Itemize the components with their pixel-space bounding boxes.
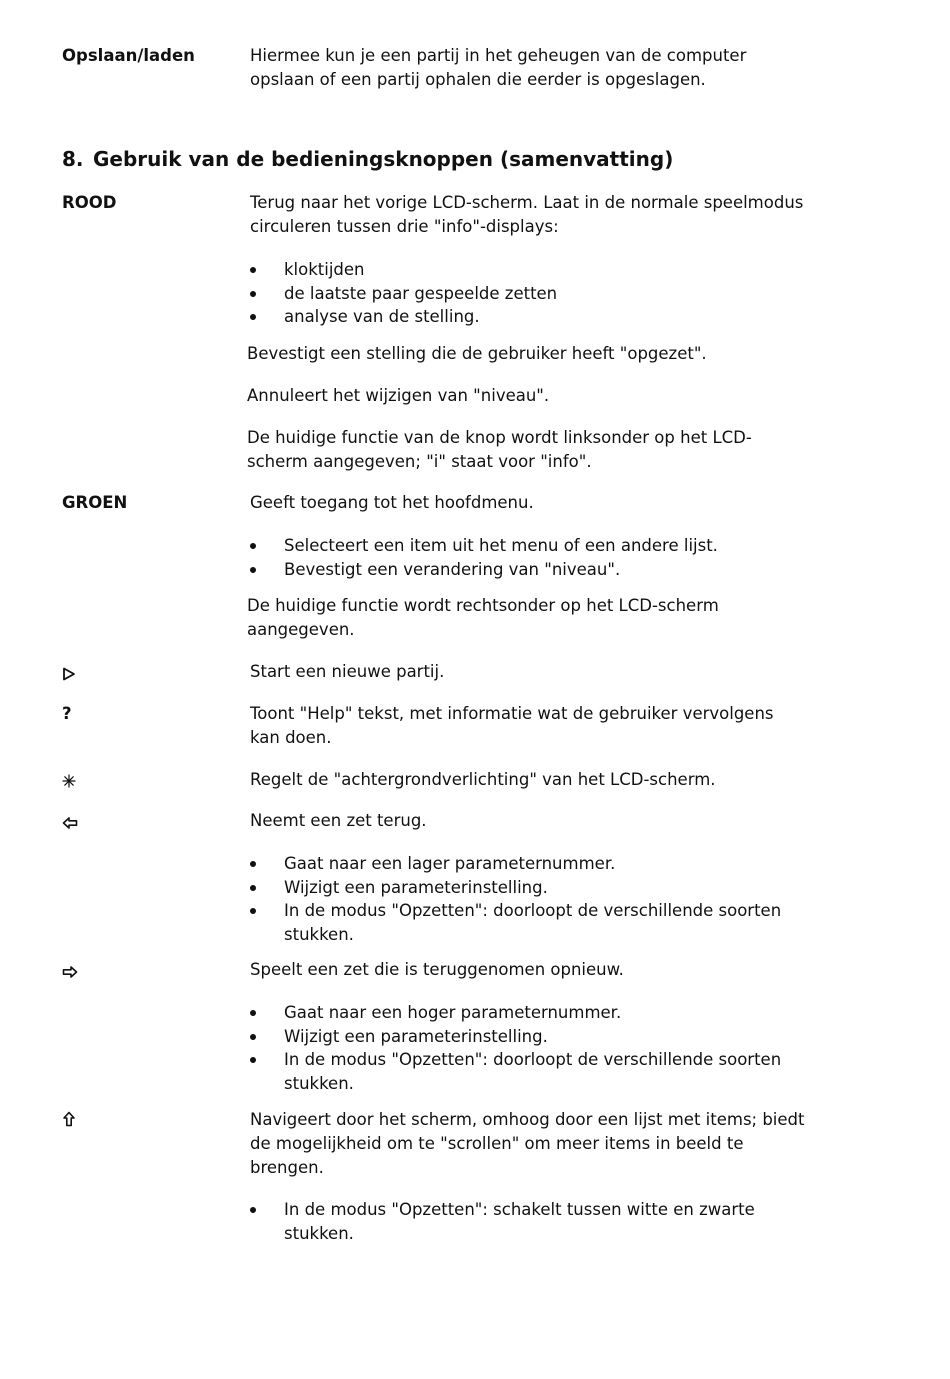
rood-paragraph-bevestigt: Bevestigt een stelling die de gebruiker heeft "opgezet". xyxy=(247,344,707,363)
backlight-star-icon xyxy=(62,771,76,795)
arrow-left-icon xyxy=(62,813,78,837)
help-symbol: ? xyxy=(62,704,72,723)
description-line: Terug naar het vorige LCD-scherm. Laat in de normale speelmodus xyxy=(250,193,804,212)
arrow-up-icon xyxy=(62,1110,76,1134)
help-description xyxy=(250,702,840,750)
groen-paragraph xyxy=(247,594,837,642)
section-number: 8. xyxy=(62,147,84,171)
bullet-icon xyxy=(250,1207,256,1213)
description-line: opslaan of een partij ophalen die eerder is opgeslagen. xyxy=(250,70,706,89)
bullet-icon xyxy=(250,885,256,891)
arrow-up-icon-svg xyxy=(62,1111,76,1127)
bullet-icon xyxy=(250,543,256,549)
backlight-star-icon-svg xyxy=(62,774,76,788)
description-line: Hiermee kun je een partij in het geheugen van de computer xyxy=(250,46,747,65)
bullet-icon xyxy=(250,291,256,297)
arrow-right-icon xyxy=(62,962,78,986)
list-item: In de modus "Opzetten": doorloopt de verschillende soorten stukken. xyxy=(250,1048,830,1095)
up-bullet-list xyxy=(250,1198,830,1245)
play-outline-icon xyxy=(62,664,76,688)
bullet-icon xyxy=(250,908,256,914)
rood-description xyxy=(250,191,840,239)
bullet-icon xyxy=(250,314,256,320)
arrow-left-icon-svg xyxy=(62,816,78,830)
description-line: scherm aangegeven; "i" staat voor "info". xyxy=(247,452,592,471)
groen-description: Geeft toegang tot het hoofdmenu. xyxy=(250,493,534,512)
rood-paragraph-annuleert: Annuleert het wijzigen van "niveau". xyxy=(247,386,550,405)
description-line: Navigeert door het scherm, omhoog door een lijst met items; biedt xyxy=(250,1110,805,1129)
up-description xyxy=(250,1108,840,1180)
bullet-icon xyxy=(250,267,256,273)
forward-description: Speelt een zet die is teruggenomen opnieuw. xyxy=(250,960,624,979)
bullet-icon xyxy=(250,1010,256,1016)
groen-bullet-list xyxy=(250,534,830,581)
list-item: In de modus "Opzetten": doorloopt de verschillende soorten stukken. xyxy=(250,899,830,946)
list-item: Gaat naar een lager parameternummer. xyxy=(250,852,830,876)
play-outline-icon-svg xyxy=(62,667,76,681)
list-item: Selecteert een item uit het menu of een andere lijst. xyxy=(250,534,830,558)
bullet-icon xyxy=(250,567,256,573)
description-line: De huidige functie wordt rechtsonder op het LCD-scherm xyxy=(247,596,719,615)
opslaan-description xyxy=(250,44,840,92)
list-item: Wijzigt een parameterinstelling. xyxy=(250,1025,830,1049)
description-line: brengen. xyxy=(250,1158,324,1177)
list-item: Gaat naar een hoger parameternummer. xyxy=(250,1001,830,1025)
light-description: Regelt de "achtergrondverlichting" van het LCD-scherm. xyxy=(250,770,716,789)
list-item: kloktijden xyxy=(250,258,830,282)
rood-bullet-list xyxy=(250,258,830,329)
bullet-icon xyxy=(250,861,256,867)
back-description: Neemt een zet terug. xyxy=(250,811,427,830)
list-item: analyse van de stelling. xyxy=(250,305,830,329)
term-rood: ROOD xyxy=(62,193,117,212)
section-title: Gebruik van de bedieningsknoppen (samenvatting) xyxy=(93,147,674,171)
rood-paragraph-functie xyxy=(247,426,837,474)
list-item: Wijzigt een parameterinstelling. xyxy=(250,876,830,900)
term-opslaan-laden: Opslaan/laden xyxy=(62,46,195,65)
list-item: Bevestigt een verandering van "niveau". xyxy=(250,558,830,582)
description-line: aangegeven. xyxy=(247,620,355,639)
section-heading xyxy=(62,145,673,173)
back-bullet-list xyxy=(250,852,830,946)
term-groen: GROEN xyxy=(62,493,128,512)
description-line: kan doen. xyxy=(250,728,332,747)
arrow-right-icon-svg xyxy=(62,965,78,979)
list-item: In de modus "Opzetten": schakelt tussen witte en zwarte stukken. xyxy=(250,1198,830,1245)
description-line: Toont "Help" tekst, met informatie wat de gebruiker vervolgens xyxy=(250,704,774,723)
description-line: De huidige functie van de knop wordt linksonder op het LCD- xyxy=(247,428,752,447)
description-line: de mogelijkheid om te "scrollen" om meer items in beeld te xyxy=(250,1134,744,1153)
forward-bullet-list xyxy=(250,1001,830,1095)
play-description: Start een nieuwe partij. xyxy=(250,662,445,681)
list-item: de laatste paar gespeelde zetten xyxy=(250,282,830,306)
description-line: circuleren tussen drie "info"-displays: xyxy=(250,217,559,236)
bullet-icon xyxy=(250,1057,256,1063)
bullet-icon xyxy=(250,1034,256,1040)
